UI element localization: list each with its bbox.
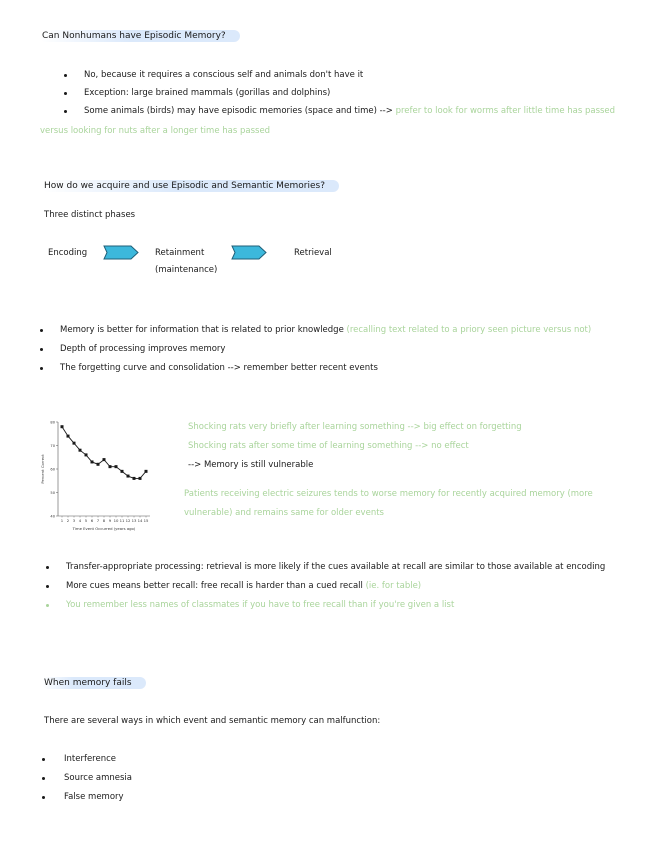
- data-point: [103, 458, 106, 461]
- x-tick-label: 12: [125, 518, 131, 523]
- green-note: (ie. for table): [365, 581, 422, 591]
- list-item-text: You remember less names of classmates if you have to free recall than if you're given a list: [66, 600, 455, 610]
- bullet-dot: [64, 74, 67, 77]
- data-point: [61, 425, 64, 428]
- data-point: [145, 470, 148, 473]
- green-note: prefer to look for worms after little time has passed: [395, 106, 616, 116]
- x-tick-label: 2: [66, 518, 70, 523]
- x-tick-label: 1: [60, 518, 64, 523]
- list-item-text: No, because it requires a conscious self and animals don't have it: [84, 70, 364, 80]
- data-point: [91, 460, 94, 463]
- series-line: [62, 427, 146, 479]
- forgetting-curve-chart: [38, 416, 156, 538]
- data-point: [73, 442, 76, 445]
- x-tick-label: 7: [96, 518, 100, 523]
- bullet-dot: [64, 92, 67, 95]
- chart-note-green-2: Shocking rats after some time of learning something --> no effect: [188, 441, 469, 451]
- data-point: [109, 465, 112, 468]
- x-tick-label: 6: [90, 518, 94, 523]
- y-axis-label: Percent Correct: [40, 454, 45, 484]
- data-point: [79, 449, 82, 452]
- data-point: [97, 463, 100, 466]
- section-heading-acquire-memories: How do we acquire and use Episodic and Semantic Memories?: [42, 180, 339, 192]
- y-tick-label: 40: [50, 514, 55, 519]
- data-point: [139, 477, 142, 480]
- list-item-main: Some animals (birds) may have episodic memories (space and time) -->: [84, 106, 396, 116]
- x-tick-label: 3: [72, 518, 76, 523]
- phase-retainment: Retainment: [155, 248, 205, 258]
- green-note: (recalling text related to a priory seen picture versus not): [346, 325, 592, 335]
- y-tick-label: 50: [50, 491, 55, 495]
- arrow-right-icon: [103, 245, 139, 260]
- data-point: [121, 470, 124, 473]
- list-item-text: Exception: large brained mammals (gorillas and dolphins): [84, 88, 331, 98]
- section-heading-memory-fails: When memory fails: [42, 677, 146, 689]
- bullet-dot: [42, 796, 45, 799]
- list-item-text: [66, 581, 421, 591]
- chart-note-green-3-cont: vulnerable) and remains same for older events: [184, 508, 384, 518]
- x-tick-label: 8: [102, 518, 106, 523]
- chart-note-green-3: Patients receiving electric seizures tends to worse memory for recently acquired memory (more: [184, 489, 593, 499]
- y-tick-label: 80: [50, 420, 55, 425]
- green-note-continuation: versus looking for nuts after a longer time has passed: [40, 126, 271, 136]
- x-tick-label: 5: [84, 518, 88, 523]
- bullet-dot: [64, 110, 67, 113]
- list-item-text: Transfer-appropriate processing: retrieval is more likely if the cues available at recall are similar to those available at encoding: [66, 562, 606, 572]
- section-heading-episodic-nonhumans: Can Nonhumans have Episodic Memory?: [40, 30, 240, 42]
- x-tick-label: 13: [131, 518, 137, 523]
- bullet-dot: [42, 758, 45, 761]
- x-tick-label: 10: [113, 518, 119, 523]
- y-tick-label: 60: [50, 467, 55, 472]
- list-item-text: Depth of processing improves memory: [60, 344, 226, 354]
- bullet-dot: [42, 777, 45, 780]
- arrow-right-icon: [231, 245, 267, 260]
- data-point: [127, 475, 130, 478]
- x-tick-label: 11: [119, 518, 125, 523]
- list-item-text: [60, 325, 591, 335]
- list-item-text: The forgetting curve and consolidation --> remember better recent events: [60, 363, 378, 373]
- x-tick-label: 9: [108, 518, 112, 523]
- data-point: [115, 465, 118, 468]
- phase-encoding: Encoding: [48, 248, 88, 258]
- data-point: [133, 477, 136, 480]
- phase-retainment-sub: (maintenance): [155, 265, 218, 275]
- bullet-dot: [40, 329, 43, 332]
- y-tick-label: 70: [50, 444, 55, 448]
- list-item-text: Source amnesia: [64, 773, 132, 783]
- bullet-dot: [40, 367, 43, 370]
- data-point: [85, 453, 88, 456]
- phase-retrieval: Retrieval: [294, 248, 332, 258]
- data-point: [67, 435, 70, 438]
- bullet-dot: [46, 566, 49, 569]
- malfunction-intro: There are several ways in which event and semantic memory can malfunction:: [44, 716, 381, 726]
- x-tick-label: 15: [143, 518, 149, 523]
- list-item-main: More cues means better recall: free recall is harder than a cued recall: [66, 581, 363, 591]
- x-axis-label: Time Event Occurred (years ago): [72, 526, 136, 531]
- chart-note-green-1: Shocking rats very briefly after learning something --> big effect on forgetting: [188, 422, 522, 432]
- list-item-text: False memory: [64, 792, 124, 802]
- list-item-text: Interference: [64, 754, 117, 764]
- bullet-dot: [40, 348, 43, 351]
- chart-note-black: --> Memory is still vulnerable: [188, 460, 314, 470]
- list-item-main: Memory is better for information that is related to prior knowledge: [60, 325, 344, 335]
- bullet-dot: [46, 585, 49, 588]
- x-tick-label: 14: [137, 518, 143, 523]
- x-tick-label: 4: [78, 518, 82, 523]
- list-item-text: [84, 106, 615, 116]
- phases-intro: Three distinct phases: [44, 210, 136, 220]
- bullet-dot: [46, 604, 49, 607]
